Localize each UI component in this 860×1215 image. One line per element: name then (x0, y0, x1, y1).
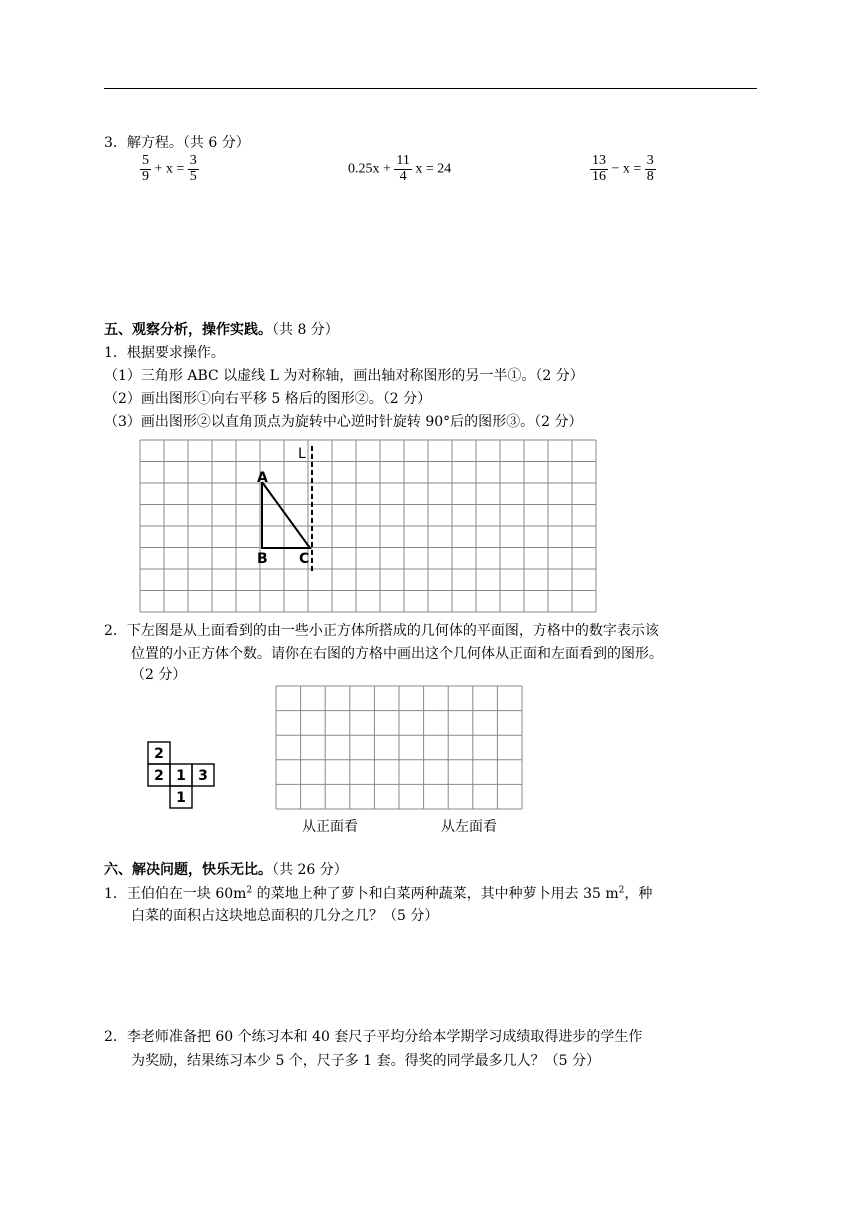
label-B: B (257, 551, 268, 567)
denominator: 16 (592, 168, 606, 184)
label-left-view: 从左面看 (441, 819, 497, 835)
denominator: 5 (189, 168, 197, 184)
s6-q1-line1 (104, 883, 652, 903)
s5-q2-line3: （2 分） (131, 667, 187, 683)
section6-heading (104, 859, 348, 879)
fraction-13-16 (590, 154, 608, 184)
s6-q1-text-c: ，种 (624, 886, 653, 902)
numerator: 11 (396, 153, 410, 168)
equation-3 (590, 154, 656, 184)
numerator: 3 (646, 153, 654, 168)
label-A: A (257, 470, 268, 486)
count-r2c1: 2 (154, 768, 164, 784)
section6-score: （共 26 分） (272, 862, 348, 878)
header-rule (104, 88, 757, 89)
denominator: 4 (399, 168, 407, 184)
s6-q1-text-a: 1．王伯伯在一块 60m (104, 886, 247, 902)
equation-prefix: 0.25x + (348, 161, 395, 177)
s5-q1-3: （3）画出图形②以直角顶点为旋转中心逆时针旋转 90°后的图形③。（2 分） (104, 414, 583, 430)
drawing-grid (274, 684, 528, 812)
fraction-3-8 (645, 154, 656, 184)
equation-operator: + x = (151, 161, 188, 177)
denominator: 8 (646, 168, 654, 184)
fraction-11-4 (394, 154, 411, 184)
superscript: 2 (618, 885, 625, 896)
s6-q1-text-b: 的菜地上种了萝卜和白菜两种蔬菜，其中种萝卜用去 35 m (252, 886, 619, 902)
s5-q2-line2: 位置的小正方体个数。请你在右图的方格中画出这个几何体从正面和左面看到的图形。 (131, 646, 663, 662)
q3-title: 3．解方程。（共 6 分） (104, 135, 250, 151)
count-r2c3: 3 (198, 768, 208, 784)
s5-q1-1: （1）三角形 ABC 以虚线 L 为对称轴，画出轴对称图形的另一半①。（2 分） (104, 368, 584, 384)
grid-lines (276, 686, 522, 809)
s5-q1-2: （2）画出图形①向右平移 5 格后的图形②。（2 分） (104, 391, 432, 407)
numerator: 13 (592, 153, 606, 168)
numerator: 5 (142, 153, 149, 168)
equation-2 (348, 154, 451, 184)
s5-q2-line1: 2．下左图是从上面看到的由一些小正方体所搭成的几何体的平面图，方格中的数字表示该 (104, 623, 659, 639)
s6-q2-line2: 为奖励，结果练习本少 5 个，尺子多 1 套。得奖的同学最多几人？（5 分） (131, 1053, 600, 1069)
section5-score: （共 8 分） (272, 322, 339, 338)
label-C: C (299, 551, 310, 567)
section6-title: 六、解决问题，快乐无比。 (104, 862, 272, 878)
top-view-plan (146, 740, 218, 810)
label-front-view: 从正面看 (302, 819, 358, 835)
fraction-5-9 (140, 154, 151, 184)
fraction-3-5 (188, 154, 199, 184)
equation-1 (140, 154, 199, 184)
label-L: L (298, 446, 306, 462)
grid-lines (140, 440, 596, 612)
s5-q1: 1．根据要求操作。 (104, 345, 225, 361)
section5-heading (104, 319, 339, 339)
s6-q1-line2: 白菜的面积占这块地总面积的几分之几？（5 分） (131, 908, 439, 924)
equation-operator: − x = (608, 161, 645, 177)
triangle-abc (262, 482, 310, 548)
superscript: 2 (246, 885, 253, 896)
denominator: 9 (142, 168, 149, 184)
count-r1c1: 2 (154, 746, 164, 762)
symmetry-grid (138, 438, 608, 614)
section5-title: 五、观察分析，操作实践。 (104, 322, 272, 338)
numerator: 3 (189, 153, 197, 168)
equation-suffix: x = 24 (411, 161, 452, 177)
count-r2c2: 1 (176, 768, 186, 784)
count-r3c2: 1 (176, 790, 186, 806)
s6-q2-line1: 2．李老师准备把 60 个练习本和 40 套尺子平均分给本学期学习成绩取得进步的学生作 (104, 1029, 643, 1045)
